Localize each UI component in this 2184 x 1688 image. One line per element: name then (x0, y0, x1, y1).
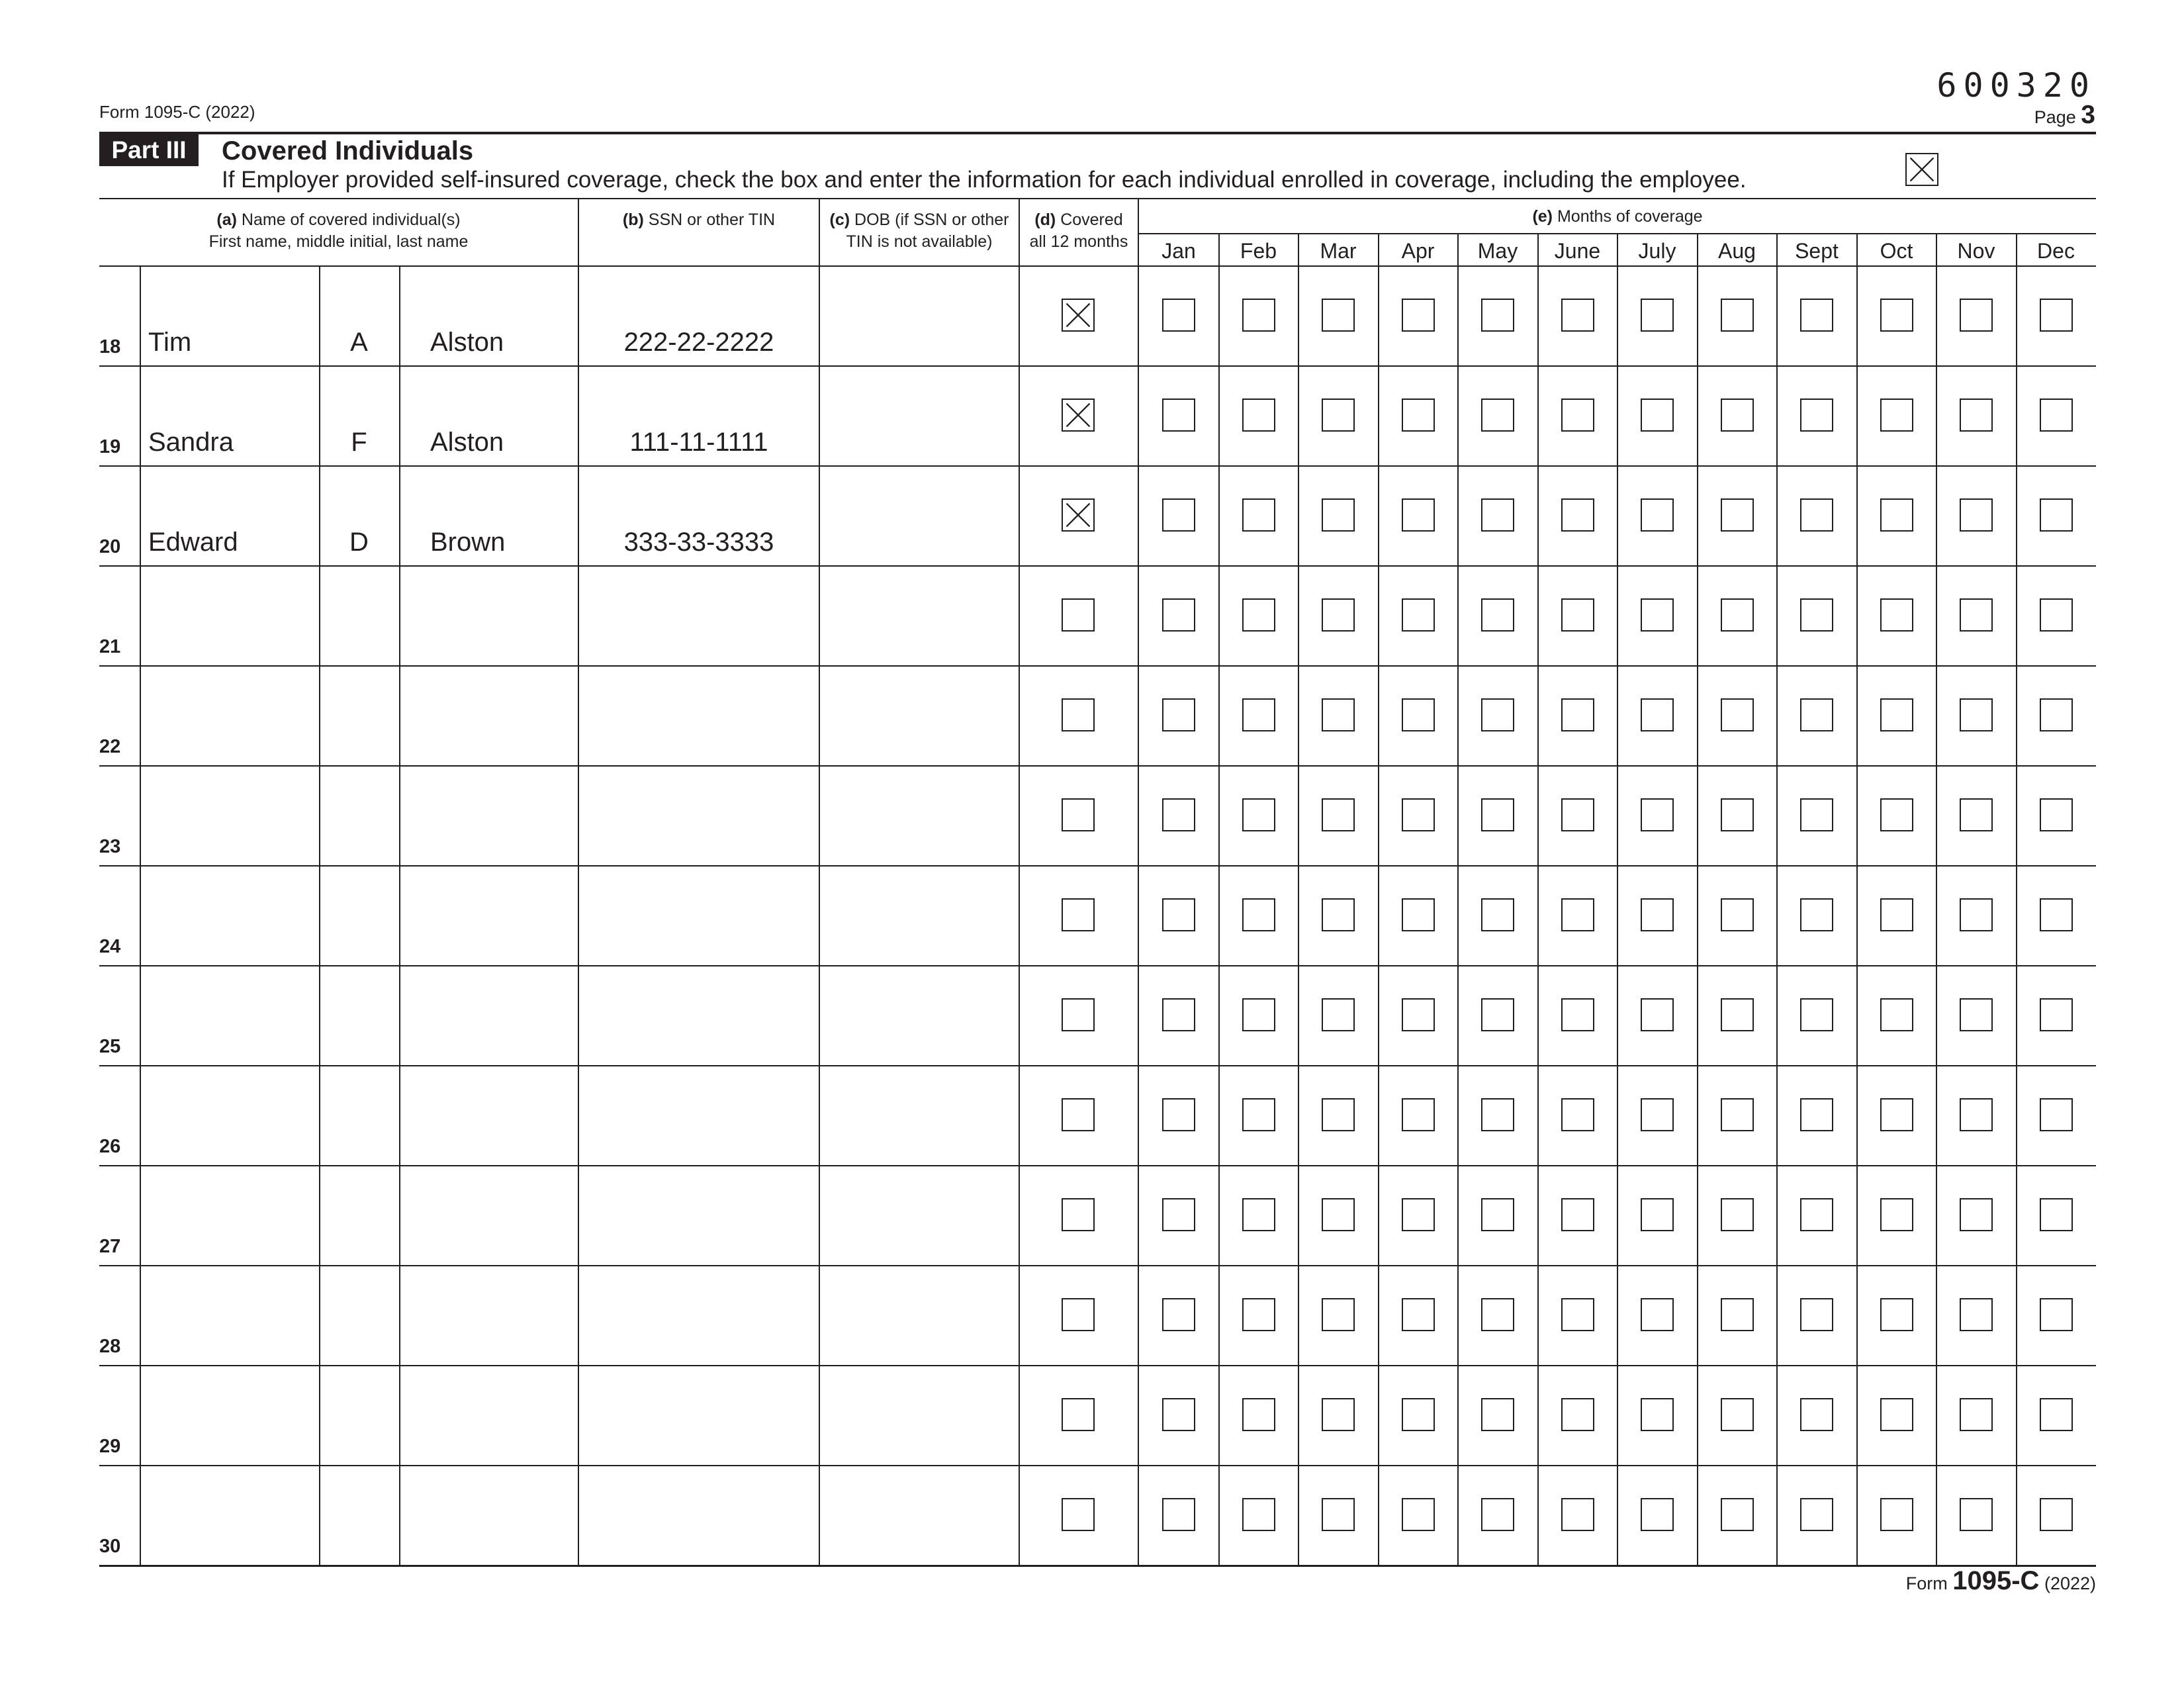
month-checkbox-jan[interactable] (1162, 1098, 1195, 1131)
page-number: 3 (2081, 101, 2095, 129)
month-checkbox-aug[interactable] (1721, 299, 1754, 332)
month-checkbox-feb[interactable] (1242, 698, 1275, 731)
month-checkbox-july[interactable] (1641, 299, 1674, 332)
month-checkbox-mar[interactable] (1322, 598, 1355, 632)
checkmark-x-icon (1063, 400, 1093, 430)
line-number: 23 (99, 836, 121, 857)
month-checkbox-may[interactable] (1481, 1098, 1514, 1131)
covered-all-12-months-checkbox[interactable] (1062, 898, 1095, 931)
line-number: 27 (99, 1236, 121, 1257)
column-divider (1138, 198, 1139, 1565)
month-checkbox-july[interactable] (1641, 1498, 1674, 1531)
name-subcolumn-divider (140, 265, 141, 1565)
month-checkbox-jan[interactable] (1162, 798, 1195, 831)
month-checkbox-feb[interactable] (1242, 1298, 1275, 1331)
month-checkbox-apr[interactable] (1402, 898, 1435, 931)
month-checkbox-apr[interactable] (1402, 1198, 1435, 1231)
line-number: 20 (99, 536, 121, 557)
month-checkbox-oct[interactable] (1880, 998, 1913, 1031)
month-checkbox-sept[interactable] (1800, 998, 1833, 1031)
checkmark-x-icon (1063, 300, 1093, 330)
first-name-field[interactable]: Edward (148, 528, 238, 557)
month-checkbox-oct[interactable] (1880, 1498, 1913, 1531)
month-checkbox-dec[interactable] (2040, 798, 2073, 831)
month-checkbox-july[interactable] (1641, 1198, 1674, 1231)
ssn-field[interactable]: 111-11-1111 (629, 428, 768, 457)
month-checkbox-nov[interactable] (1960, 1498, 1993, 1531)
column-b-letter: (b) (622, 211, 644, 229)
month-checkbox-dec[interactable] (2040, 498, 2073, 532)
month-checkbox-dec[interactable] (2040, 1298, 2073, 1331)
month-checkbox-may[interactable] (1481, 1398, 1514, 1431)
month-checkbox-dec[interactable] (2040, 898, 2073, 931)
page-label-text: Page (2034, 107, 2076, 127)
month-checkbox-apr[interactable] (1402, 299, 1435, 332)
name-subcolumn-divider (399, 265, 400, 1565)
column-c-letter: (c) (829, 211, 850, 229)
month-checkbox-sept[interactable] (1800, 598, 1833, 632)
month-checkbox-nov[interactable] (1960, 1298, 1993, 1331)
month-header: Feb (1240, 239, 1277, 263)
name-subcolumn-divider (319, 265, 320, 1565)
line-number: 30 (99, 1536, 121, 1557)
month-checkbox-june[interactable] (1561, 598, 1594, 632)
part-badge: Part III (99, 134, 199, 166)
month-checkbox-oct[interactable] (1880, 299, 1913, 332)
month-checkbox-may[interactable] (1481, 299, 1514, 332)
month-checkbox-oct[interactable] (1880, 498, 1913, 532)
month-header: Apr (1401, 239, 1435, 263)
column-e-letter: (e) (1532, 207, 1553, 226)
month-checkbox-nov[interactable] (1960, 698, 1993, 731)
month-checkbox-dec[interactable] (2040, 998, 2073, 1031)
column-divider (819, 198, 820, 1565)
page-label (2034, 101, 2095, 130)
covered-all-12-months-checkbox[interactable] (1062, 698, 1095, 731)
month-checkbox-mar[interactable] (1322, 1398, 1355, 1431)
covered-all-12-months-checkbox[interactable] (1062, 1098, 1095, 1131)
month-checkbox-dec[interactable] (2040, 1098, 2073, 1131)
row-rule (99, 1565, 2096, 1567)
month-checkbox-sept[interactable] (1800, 299, 1833, 332)
month-divider (2016, 233, 2017, 1565)
column-a-letter: (a) (216, 211, 237, 229)
month-checkbox-jan[interactable] (1162, 1198, 1195, 1231)
month-checkbox-nov[interactable] (1960, 299, 1993, 332)
self-insured-checkbox[interactable] (1905, 153, 1938, 186)
middle-initial-field[interactable]: A (350, 328, 368, 357)
month-checkbox-nov[interactable] (1960, 1098, 1993, 1131)
column-d-line2: all 12 months (1029, 232, 1128, 251)
month-checkbox-mar[interactable] (1322, 898, 1355, 931)
checkmark-x-icon (1063, 500, 1093, 530)
month-checkbox-nov[interactable] (1960, 498, 1993, 532)
month-checkbox-july[interactable] (1641, 998, 1674, 1031)
month-checkbox-feb[interactable] (1242, 399, 1275, 432)
month-checkbox-nov[interactable] (1960, 998, 1993, 1031)
month-checkbox-may[interactable] (1481, 798, 1514, 831)
covered-all-12-months-checkbox[interactable] (1062, 1398, 1095, 1431)
month-checkbox-june[interactable] (1561, 1298, 1594, 1331)
column-c-line2: TIN is not available) (846, 232, 993, 251)
month-divider (1936, 233, 1937, 1565)
month-divider (1218, 233, 1220, 1565)
month-header: Mar (1320, 239, 1357, 263)
month-checkbox-nov[interactable] (1960, 1398, 1993, 1431)
month-checkbox-july[interactable] (1641, 399, 1674, 432)
line-number: 21 (99, 636, 121, 657)
month-checkbox-apr[interactable] (1402, 798, 1435, 831)
month-checkbox-dec[interactable] (2040, 598, 2073, 632)
month-checkbox-aug[interactable] (1721, 1198, 1754, 1231)
form-name: Form 1095-C (2022) (99, 102, 255, 122)
month-divider (1298, 233, 1299, 1565)
month-checkbox-apr[interactable] (1402, 1098, 1435, 1131)
covered-all-12-months-checkbox[interactable] (1062, 798, 1095, 831)
footer-year: (2022) (2044, 1573, 2096, 1593)
month-checkbox-apr[interactable] (1402, 498, 1435, 532)
month-checkbox-june[interactable] (1561, 998, 1594, 1031)
month-checkbox-may[interactable] (1481, 1298, 1514, 1331)
month-checkbox-dec[interactable] (2040, 1198, 2073, 1231)
month-checkbox-feb[interactable] (1242, 898, 1275, 931)
middle-initial-field[interactable]: F (351, 428, 367, 457)
month-checkbox-apr[interactable] (1402, 399, 1435, 432)
column-a-header (99, 209, 578, 253)
month-checkbox-jan[interactable] (1162, 299, 1195, 332)
month-checkbox-aug[interactable] (1721, 798, 1754, 831)
month-checkbox-feb[interactable] (1242, 1398, 1275, 1431)
middle-initial-field[interactable]: D (349, 528, 369, 557)
month-divider (1457, 233, 1459, 1565)
month-checkbox-oct[interactable] (1880, 1298, 1913, 1331)
month-divider (1537, 233, 1539, 1565)
month-checkbox-may[interactable] (1481, 399, 1514, 432)
month-divider (1856, 233, 1858, 1565)
column-divider (1019, 198, 1020, 1565)
month-checkbox-dec[interactable] (2040, 698, 2073, 731)
month-checkbox-mar[interactable] (1322, 698, 1355, 731)
month-checkbox-oct[interactable] (1880, 1198, 1913, 1231)
month-checkbox-june[interactable] (1561, 1098, 1594, 1131)
month-checkbox-nov[interactable] (1960, 798, 1993, 831)
month-header: Sept (1795, 239, 1839, 263)
month-header: Nov (1957, 239, 1995, 263)
month-checkbox-mar[interactable] (1322, 498, 1355, 532)
covered-all-12-months-checkbox[interactable] (1062, 998, 1095, 1031)
month-checkbox-apr[interactable] (1402, 1298, 1435, 1331)
last-name-field[interactable]: Alston (430, 428, 504, 457)
month-checkbox-june[interactable] (1561, 399, 1594, 432)
month-checkbox-jan[interactable] (1162, 998, 1195, 1031)
line-number: 18 (99, 336, 121, 357)
month-checkbox-aug[interactable] (1721, 498, 1754, 532)
month-checkbox-dec[interactable] (2040, 399, 2073, 432)
month-checkbox-aug[interactable] (1721, 598, 1754, 632)
month-checkbox-may[interactable] (1481, 998, 1514, 1031)
column-a-line2: First name, middle initial, last name (208, 232, 469, 251)
month-divider (1697, 233, 1698, 1565)
checkmark-x-icon (1907, 154, 1937, 185)
last-name-field[interactable]: Brown (430, 528, 506, 557)
month-checkbox-aug[interactable] (1721, 898, 1754, 931)
column-divider (578, 198, 579, 1565)
month-checkbox-nov[interactable] (1960, 399, 1993, 432)
month-checkbox-sept[interactable] (1800, 1398, 1833, 1431)
month-checkbox-feb[interactable] (1242, 798, 1275, 831)
month-divider (1776, 233, 1778, 1565)
footer-prefix: Form (1905, 1573, 1948, 1593)
month-checkbox-aug[interactable] (1721, 399, 1754, 432)
first-name-field[interactable]: Tim (148, 328, 192, 357)
line-number: 28 (99, 1336, 121, 1357)
month-checkbox-july[interactable] (1641, 898, 1674, 931)
month-checkbox-sept[interactable] (1800, 1298, 1833, 1331)
month-checkbox-mar[interactable] (1322, 1098, 1355, 1131)
month-checkbox-dec[interactable] (2040, 299, 2073, 332)
form-code: 600320 (1936, 66, 2096, 105)
form-footer (1906, 1566, 2096, 1596)
column-d-letter: (d) (1034, 211, 1056, 229)
month-checkbox-july[interactable] (1641, 1298, 1674, 1331)
month-header: June (1554, 239, 1601, 263)
column-a-line1: Name of covered individual(s) (241, 211, 461, 229)
month-checkbox-sept[interactable] (1800, 498, 1833, 532)
month-header: Jan (1161, 239, 1196, 263)
month-checkbox-nov[interactable] (1960, 598, 1993, 632)
month-checkbox-feb[interactable] (1242, 1198, 1275, 1231)
column-c-header (820, 209, 1019, 253)
month-checkbox-apr[interactable] (1402, 698, 1435, 731)
column-b-text: SSN or other TIN (648, 211, 776, 229)
month-checkbox-june[interactable] (1561, 299, 1594, 332)
column-e-text: Months of coverage (1557, 207, 1703, 226)
month-checkbox-jan[interactable] (1162, 698, 1195, 731)
month-checkbox-dec[interactable] (2040, 1398, 2073, 1431)
month-checkbox-mar[interactable] (1322, 1298, 1355, 1331)
month-checkbox-jan[interactable] (1162, 898, 1195, 931)
month-checkbox-feb[interactable] (1242, 299, 1275, 332)
covered-all-12-months-checkbox[interactable] (1062, 1198, 1095, 1231)
month-checkbox-sept[interactable] (1800, 798, 1833, 831)
column-d-line1: Covered (1060, 211, 1123, 229)
month-checkbox-oct[interactable] (1880, 698, 1913, 731)
month-checkbox-sept[interactable] (1800, 1498, 1833, 1531)
month-checkbox-july[interactable] (1641, 798, 1674, 831)
month-checkbox-may[interactable] (1481, 498, 1514, 532)
month-checkbox-june[interactable] (1561, 498, 1594, 532)
first-name-field[interactable]: Sandra (148, 428, 234, 457)
month-checkbox-mar[interactable] (1322, 299, 1355, 332)
month-checkbox-feb[interactable] (1242, 1498, 1275, 1531)
month-checkbox-july[interactable] (1641, 598, 1674, 632)
month-checkbox-jan[interactable] (1162, 598, 1195, 632)
month-checkbox-mar[interactable] (1322, 399, 1355, 432)
month-checkbox-apr[interactable] (1402, 1398, 1435, 1431)
column-d-header (1020, 209, 1138, 253)
month-header: Oct (1880, 239, 1913, 263)
month-checkbox-aug[interactable] (1721, 998, 1754, 1031)
month-checkbox-july[interactable] (1641, 698, 1674, 731)
month-checkbox-sept[interactable] (1800, 898, 1833, 931)
month-checkbox-mar[interactable] (1322, 1198, 1355, 1231)
covered-all-12-months-checkbox[interactable] (1062, 299, 1095, 332)
month-checkbox-dec[interactable] (2040, 1498, 2073, 1531)
month-checkbox-mar[interactable] (1322, 1498, 1355, 1531)
month-checkbox-sept[interactable] (1800, 1198, 1833, 1231)
month-checkbox-jan[interactable] (1162, 1298, 1195, 1331)
month-checkbox-feb[interactable] (1242, 598, 1275, 632)
column-b-header (579, 209, 819, 231)
month-checkbox-may[interactable] (1481, 1198, 1514, 1231)
line-number: 19 (99, 436, 121, 457)
ssn-field[interactable]: 222-22-2222 (623, 328, 774, 357)
month-checkbox-jan[interactable] (1162, 498, 1195, 532)
month-checkbox-may[interactable] (1481, 698, 1514, 731)
covered-all-12-months-checkbox[interactable] (1062, 1298, 1095, 1331)
month-checkbox-jan[interactable] (1162, 1398, 1195, 1431)
covered-all-12-months-checkbox[interactable] (1062, 1498, 1095, 1531)
month-checkbox-aug[interactable] (1721, 698, 1754, 731)
month-divider (1378, 233, 1379, 1565)
month-checkbox-june[interactable] (1561, 698, 1594, 731)
month-checkbox-apr[interactable] (1402, 998, 1435, 1031)
month-checkbox-may[interactable] (1481, 898, 1514, 931)
month-checkbox-june[interactable] (1561, 1398, 1594, 1431)
covered-all-12-months-checkbox[interactable] (1062, 598, 1095, 632)
month-checkbox-aug[interactable] (1721, 1098, 1754, 1131)
footer-form-number: 1095-C (1952, 1566, 2040, 1595)
part-instruction: If Employer provided self-insured coverage, check the box and enter the information for each individual enrolled in coverage, including the employee. (222, 167, 1747, 193)
last-name-field[interactable]: Alston (430, 328, 504, 357)
month-checkbox-apr[interactable] (1402, 598, 1435, 632)
month-checkbox-aug[interactable] (1721, 1398, 1754, 1431)
month-checkbox-sept[interactable] (1800, 1098, 1833, 1131)
ssn-field[interactable]: 333-33-3333 (623, 528, 774, 557)
month-checkbox-june[interactable] (1561, 1198, 1594, 1231)
table-top-rule (99, 198, 2096, 199)
column-e-header (1139, 206, 2096, 228)
line-number: 29 (99, 1436, 121, 1457)
month-checkbox-mar[interactable] (1322, 998, 1355, 1031)
month-checkbox-june[interactable] (1561, 898, 1594, 931)
month-checkbox-july[interactable] (1641, 498, 1674, 532)
month-checkbox-june[interactable] (1561, 1498, 1594, 1531)
month-checkbox-oct[interactable] (1880, 399, 1913, 432)
month-checkbox-apr[interactable] (1402, 1498, 1435, 1531)
month-header: Dec (2037, 239, 2075, 263)
line-number: 25 (99, 1036, 121, 1057)
month-checkbox-july[interactable] (1641, 1098, 1674, 1131)
month-checkbox-jan[interactable] (1162, 1498, 1195, 1531)
month-header: May (1477, 239, 1518, 263)
month-checkbox-oct[interactable] (1880, 1098, 1913, 1131)
line-number: 26 (99, 1136, 121, 1157)
month-checkbox-feb[interactable] (1242, 1098, 1275, 1131)
covered-all-12-months-checkbox[interactable] (1062, 498, 1095, 532)
month-checkbox-aug[interactable] (1721, 1298, 1754, 1331)
month-checkbox-aug[interactable] (1721, 1498, 1754, 1531)
month-checkbox-may[interactable] (1481, 1498, 1514, 1531)
month-checkbox-july[interactable] (1641, 1398, 1674, 1431)
part-title: Covered Individuals (222, 136, 474, 165)
month-checkbox-june[interactable] (1561, 798, 1594, 831)
month-checkbox-sept[interactable] (1800, 698, 1833, 731)
month-divider (1617, 233, 1618, 1565)
month-checkbox-oct[interactable] (1880, 898, 1913, 931)
line-number: 24 (99, 936, 121, 957)
covered-all-12-months-checkbox[interactable] (1062, 399, 1095, 432)
month-checkbox-feb[interactable] (1242, 498, 1275, 532)
month-checkbox-mar[interactable] (1322, 798, 1355, 831)
month-checkbox-jan[interactable] (1162, 399, 1195, 432)
month-checkbox-nov[interactable] (1960, 898, 1993, 931)
month-checkbox-feb[interactable] (1242, 998, 1275, 1031)
header-rule (99, 132, 2096, 134)
month-checkbox-sept[interactable] (1800, 399, 1833, 432)
month-checkbox-oct[interactable] (1880, 1398, 1913, 1431)
month-checkbox-oct[interactable] (1880, 598, 1913, 632)
month-checkbox-oct[interactable] (1880, 798, 1913, 831)
month-checkbox-nov[interactable] (1960, 1198, 1993, 1231)
month-header: July (1638, 239, 1676, 263)
month-header: Aug (1718, 239, 1756, 263)
month-checkbox-may[interactable] (1481, 598, 1514, 632)
line-number: 22 (99, 736, 121, 757)
column-c-line1: DOB (if SSN or other (854, 211, 1009, 229)
